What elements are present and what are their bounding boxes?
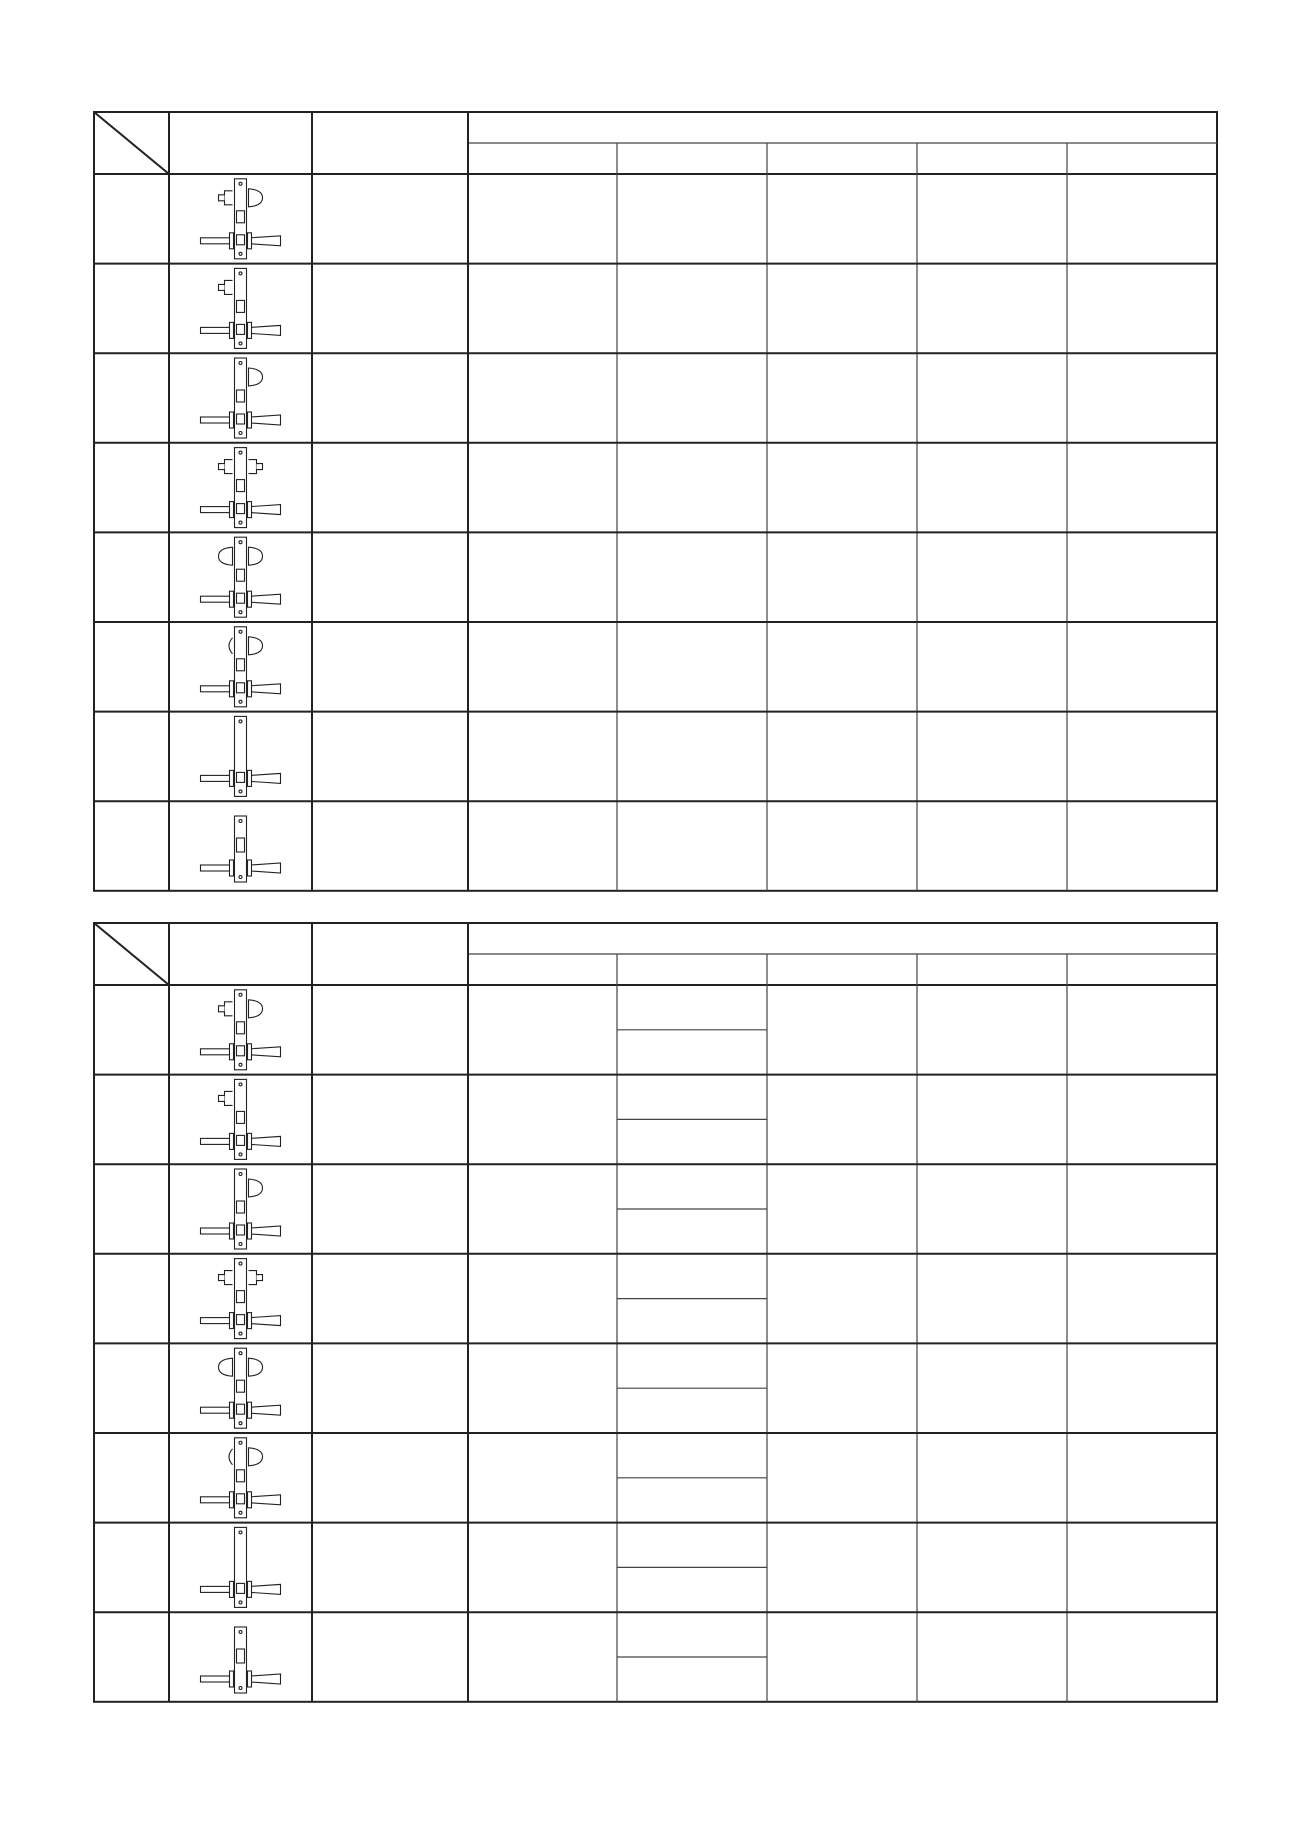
deadbolt-icon [237, 1111, 245, 1123]
key-icon [257, 1275, 263, 1281]
lock-diagram-cylinder-both [201, 990, 281, 1070]
rose-left-icon [230, 1044, 234, 1060]
cylinder-outside-icon [225, 1002, 233, 1016]
lever-left-icon [201, 1318, 231, 1324]
header-corner-diagonal [94, 923, 169, 985]
latch-icon [237, 1404, 245, 1414]
lever-left-icon [201, 1049, 231, 1055]
thumbturn-inside-icon [249, 1179, 263, 1197]
rose-right-icon [248, 1133, 252, 1149]
thumbturn-outside-icon [219, 1358, 233, 1376]
lever-right-icon [251, 1226, 281, 1236]
deadbolt-icon [237, 1470, 245, 1482]
rose-left-icon [230, 1492, 234, 1508]
latch-icon [237, 1583, 245, 1593]
deadbolt-icon [237, 1022, 245, 1034]
thumbturn-inside-icon [249, 1448, 263, 1466]
latch-icon [237, 1649, 245, 1663]
lock-diagram-knob-both [201, 1348, 281, 1428]
lever-left-icon [201, 1407, 231, 1413]
lever-right-icon [251, 1495, 281, 1505]
deadbolt-icon [237, 1380, 245, 1392]
latch-icon [237, 1494, 245, 1504]
rose-right-icon [248, 1313, 252, 1329]
key-icon [219, 1275, 225, 1281]
cylinder-outside-icon [225, 1091, 233, 1105]
rose-right-icon [248, 1044, 252, 1060]
rose-right-icon [248, 1671, 252, 1687]
thumbturn-inside-icon [249, 1358, 263, 1376]
latch-icon [237, 1135, 245, 1145]
lock-diagram-tubular [201, 1627, 281, 1693]
cylinder-inside-icon [249, 1271, 257, 1285]
lock-diagram-turn-inside [201, 1169, 281, 1249]
rose-left-icon [230, 1402, 234, 1418]
lever-right-icon [251, 1136, 281, 1146]
lever-left-icon [201, 1586, 231, 1592]
thumbturn-inside-icon [249, 1000, 263, 1018]
lock-diagram-cylinder-outside [201, 1079, 281, 1159]
lever-right-icon [251, 1405, 281, 1415]
deadbolt-icon [237, 1291, 245, 1303]
rose-left-icon [230, 1133, 234, 1149]
key-icon [219, 1006, 225, 1012]
rose-right-icon [248, 1581, 252, 1597]
lever-left-icon [201, 1676, 231, 1682]
lever-right-icon [251, 1584, 281, 1594]
lever-right-icon [251, 1047, 281, 1057]
lever-left-icon [201, 1228, 231, 1234]
faceplate-icon [235, 1527, 247, 1607]
key-icon [219, 1095, 225, 1101]
rose-left-icon [230, 1313, 234, 1329]
cylinder-outside-icon [225, 1271, 233, 1285]
rose-left-icon [230, 1581, 234, 1597]
latch-icon [237, 1315, 245, 1325]
rose-right-icon [248, 1223, 252, 1239]
lever-right-icon [251, 1316, 281, 1326]
lever-left-icon [201, 1138, 231, 1144]
lock-diagram-latch-only [201, 1527, 281, 1607]
table-frame [94, 923, 1217, 1702]
lever-left-icon [201, 1497, 231, 1503]
rose-left-icon [230, 1671, 234, 1687]
lock-diagram-cylinder-cylinder [201, 1259, 281, 1339]
trim-outside-icon [229, 1449, 233, 1465]
latch-icon [237, 1046, 245, 1056]
lock-diagram-knob-inside [201, 1438, 281, 1518]
rose-right-icon [248, 1492, 252, 1508]
deadbolt-icon [237, 1201, 245, 1213]
lever-right-icon [251, 1674, 281, 1684]
rose-left-icon [230, 1223, 234, 1239]
rose-right-icon [248, 1402, 252, 1418]
latch-icon [237, 1225, 245, 1235]
